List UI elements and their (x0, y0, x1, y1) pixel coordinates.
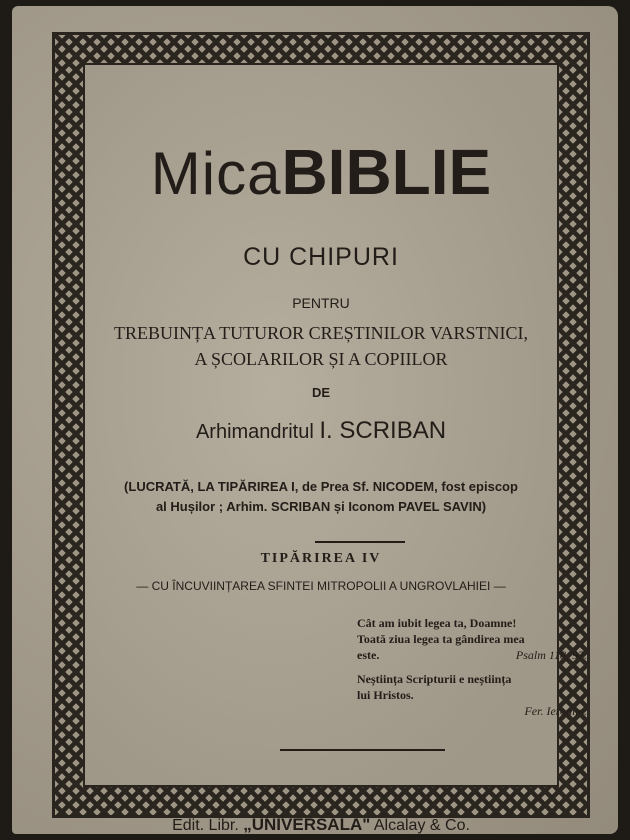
author-name: I. SCRIBAN (319, 417, 447, 444)
edition-label: TIPĂRIREA IV (260, 551, 382, 566)
ornamental-border (52, 32, 590, 834)
author (85, 417, 557, 445)
quote-1-reference: Psalm 118, 97. (515, 648, 587, 662)
subtitle: CU CHIPURI (243, 243, 399, 271)
quote-2-reference: Fer. Ieronim. (524, 704, 587, 718)
quote-2-line-2: lui Hristos. (357, 688, 414, 702)
audience-line-2: A ȘCOLARILOR ȘI A COPIILOR (194, 349, 448, 369)
note-line-2: al Hușilor ; Arhim. SCRIBAN și Iconom PAVEL SAVIN) (155, 499, 487, 514)
title-panel (83, 63, 587, 834)
quote-1-line-3-text: este. (357, 648, 380, 662)
publisher-suffix: Alcalay & Co. (373, 817, 470, 834)
quote-2-line-1: Neștiința Scripturii e neștiința (357, 672, 512, 686)
divider-rule (315, 541, 405, 543)
publisher-name: „UNIVERSALA" (243, 815, 371, 834)
pentru-label: PENTRU (292, 295, 350, 311)
quote-1-line-1: Cât am iubit legea ta, Doamne! (357, 616, 517, 630)
audience-line-1: TREBUINȚA TUTUROR CREȘTINILOR VARSTNICI, (113, 323, 529, 343)
epigraph-block (357, 615, 587, 719)
by-label: DE (311, 385, 331, 400)
approval-line: — CU ÎNCUVIINȚAREA SFINTEI MITROPOLII A UNGROVLAHIEI — (136, 579, 506, 593)
publisher (85, 815, 557, 835)
quote-1-line-2: Toată ziua legea ta gândirea mea (357, 632, 525, 646)
author-title: Arhimandritul (195, 421, 314, 443)
title-part-biblie: BIBLIE (281, 136, 492, 208)
quote-1-line-3 (357, 647, 587, 663)
publisher-prefix: Edit. Libr. (172, 817, 239, 834)
book-cover (12, 6, 618, 834)
book-title (85, 135, 557, 209)
title-part-mica: Mica (150, 140, 282, 207)
note-line-1: (LUCRATĂ, LA TIPĂRIREA I, de Prea Sf. NICODEM, fost episcop (124, 479, 518, 494)
bottom-divider (280, 749, 445, 751)
